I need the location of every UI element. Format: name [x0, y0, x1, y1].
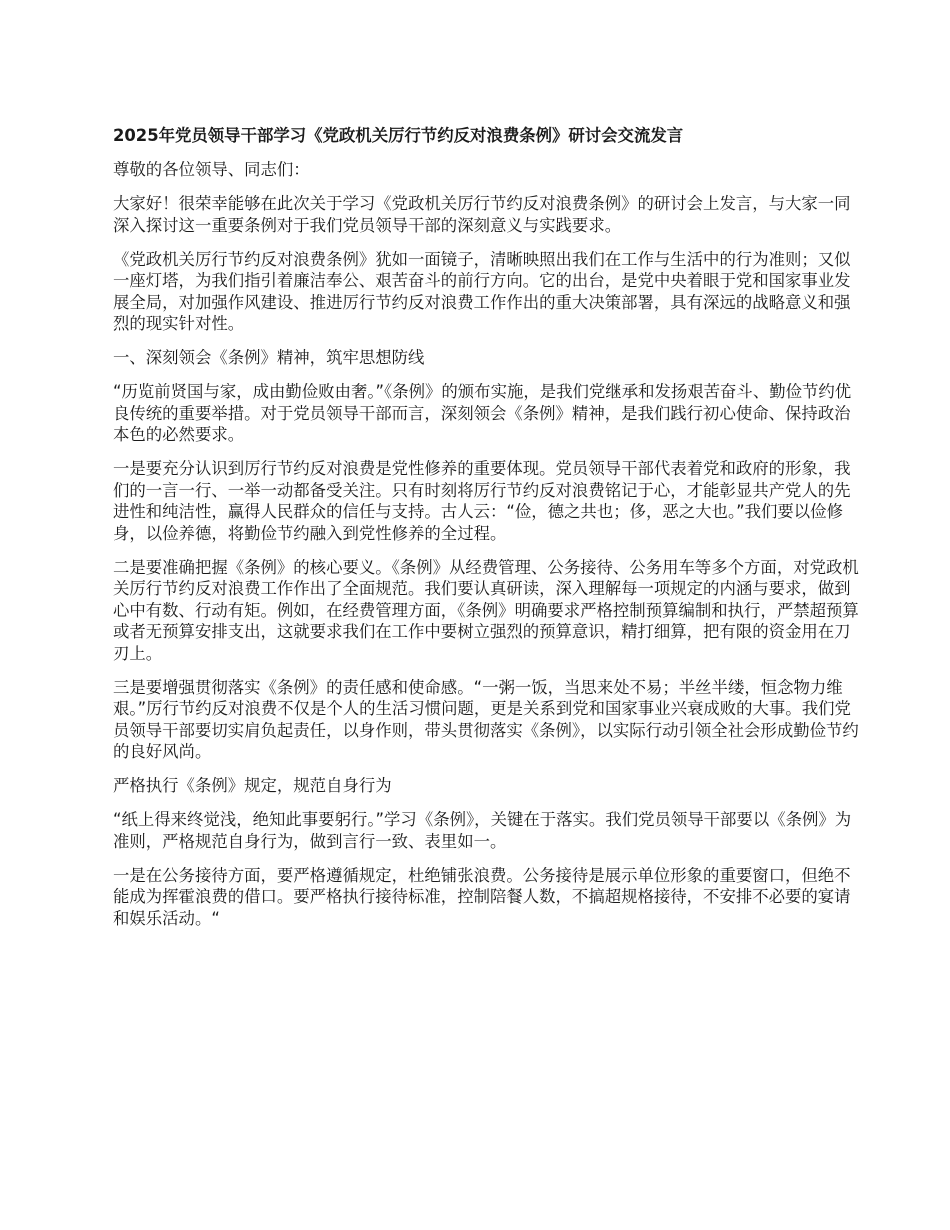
section-heading-2: 严格执行《条例》规定，规范自身行为: [113, 776, 392, 795]
paragraph-section1-intro: “历览前贤国与家，成由勤俭败由奢。”《条例》的颁布实施，是我们党继承和发扬艰苦奋斗、勤俭节约优良传统的重要举措。对于党员领导干部而言，深刻领会《条例》精神，是我们践行初心使命、保持政治本色的必然要求。: [113, 382, 852, 444]
paragraph-point-1: 一是要充分认识到厉行节约反对浪费是党性修养的重要体现。党员领导干部代表着党和政府的形象，我们的一言一行、一举一动都备受关注。只有时刻将厉行节约反对浪费铭记于心，才能彰显共产党人的先进性和纯洁性，赢得人民群众的信任与支持。古人云：“俭，德之共也；侈，恶之大也。”我们要以俭修身，以俭养德，将勤俭节约融入到党性修养的全过程。: [113, 459, 851, 543]
paragraph-section2-intro: “纸上得来终觉浅，绝知此事要躬行。”学习《条例》，关键在于落实。我们党员领导干部要以《条例》为准则，严格规范自身行为，做到言行一致、表里如一。: [113, 810, 852, 851]
document-page: [113, 125, 859, 942]
paragraph-point-2: 二是要准确把握《条例》的核心要义。《条例》从经费管理、公务接待、公务用车等多个方面，对党政机关厉行节约反对浪费工作作出了全面规范。我们要认真研读，深入理解每一项规定的内涵与要求，做到心中有数、行动有矩。例如，在经费管理方面，《条例》明确要求严格控制预算编制和执行，严禁超预算或者无预算安排支出，这就要求我们在工作中要树立强烈的预算意识，精打细算，把有限的资金用在刀刃上。: [113, 557, 859, 663]
document-title: 2025年党员领导干部学习《党政机关厉行节约反对浪费条例》研讨会交流发言: [113, 126, 684, 145]
section-heading-1: 一、深刻领会《条例》精神，筑牢思想防线: [113, 348, 425, 367]
paragraph-section2-point-1: 一是在公务接待方面，要严格遵循规定，杜绝铺张浪费。公务接待是展示单位形象的重要窗口，但绝不能成为挥霍浪费的借口。要严格执行接待标准，控制陪餐人数，不搞超规格接待，不安排不必要的宴请和娱乐活动。“: [113, 865, 851, 928]
salutation: 尊敬的各位领导、同志们：: [113, 160, 310, 179]
paragraph-point-3: 三是要增强贯彻落实《条例》的责任感和使命感。“一粥一饭，当思来处不易；半丝半缕，恒念物力维艰。”厉行节约反对浪费不仅是个人的生活习惯问题，更是关系到党和国家事业兴衰成败的大事。我们党员领导干部要切实肩负起责任，以身作则，带头贯彻落实《条例》，以实际行动引领全社会形成勤俭节约的良好风尚。: [113, 677, 859, 761]
paragraph-opening: 大家好！很荣幸能够在此次关于学习《党政机关厉行节约反对浪费条例》的研讨会上发言，与大家一同深入探讨这一重要条例对于我们党员领导干部的深刻意义与实践要求。: [113, 194, 851, 235]
paragraph-intro: 《党政机关厉行节约反对浪费条例》犹如一面镜子，清晰映照出我们在工作与生活中的行为准则；又似一座灯塔，为我们指引着廉洁奉公、艰苦奋斗的前行方向。它的出台，是党中央着眼于党和国家事业发展全局，对加强作风建设、推进厉行节约反对浪费工作作出的重大决策部署，具有深远的战略意义和强烈的现实针对性。: [113, 249, 851, 333]
